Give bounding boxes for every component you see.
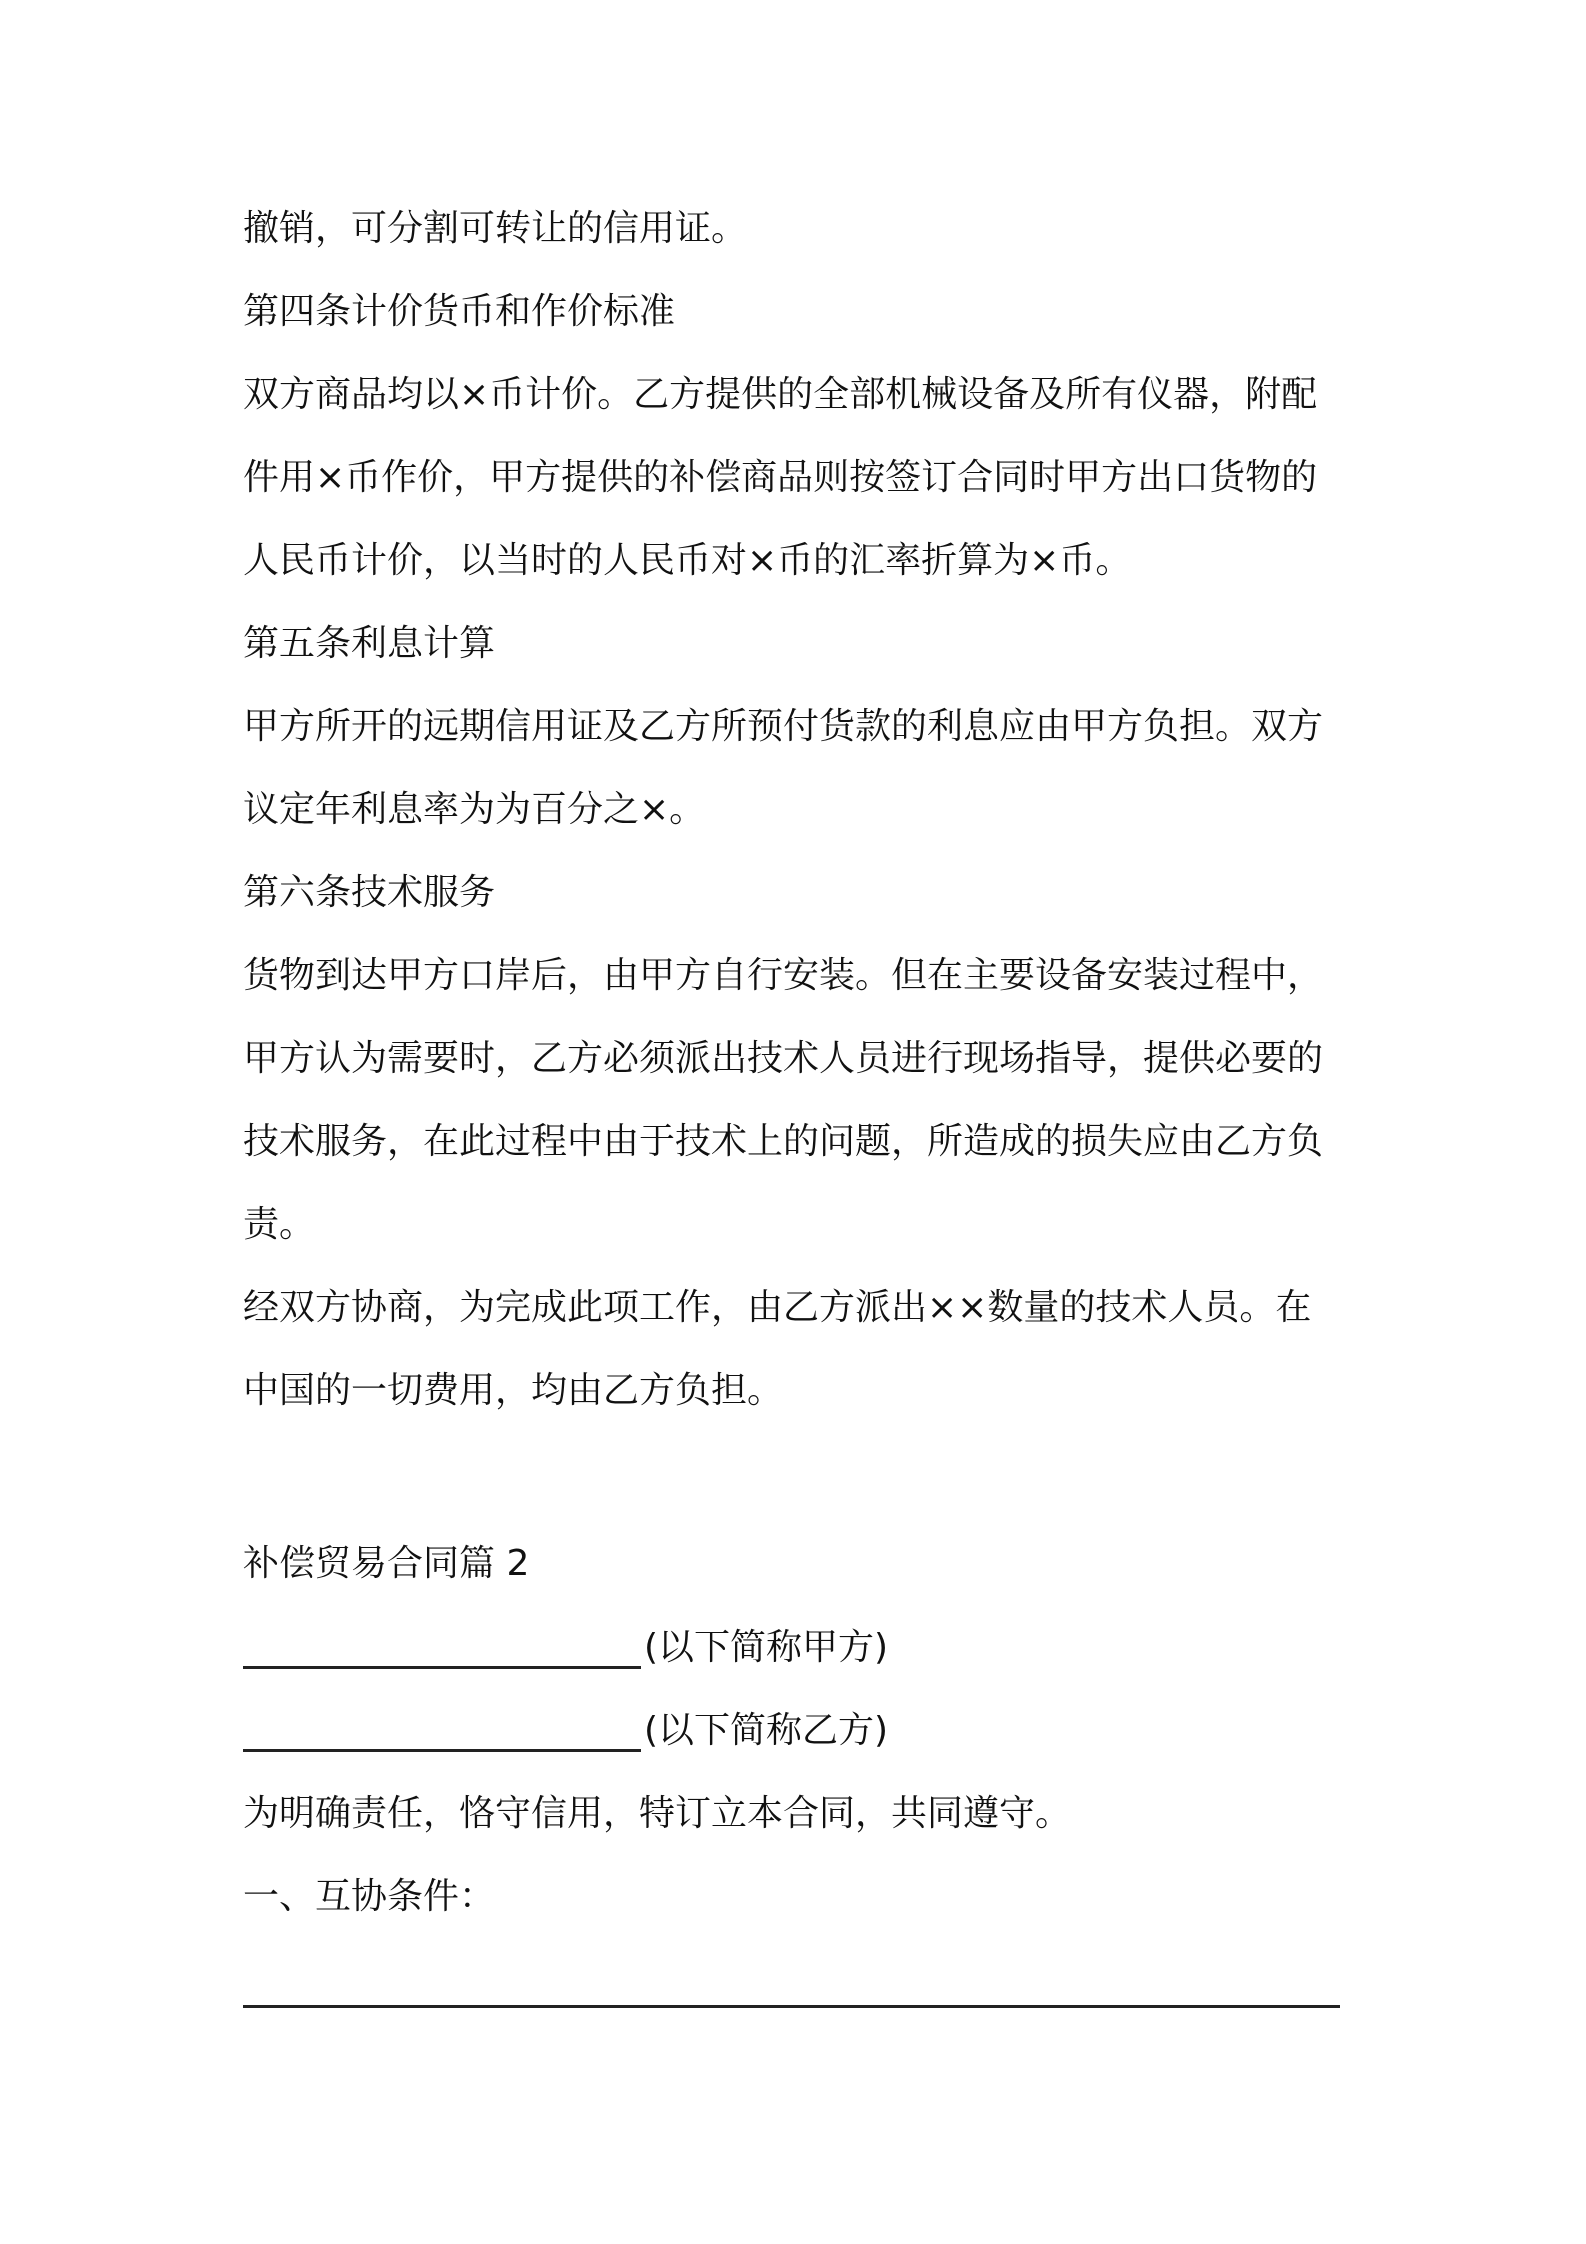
text-line: 甲方所开的远期信用证及乙方所预付货款的利息应由甲方负担。双方 <box>243 706 1324 747</box>
text-line: 中国的一切费用，均由乙方负担。 <box>243 1370 784 1411</box>
party-a-label: (以下简称甲方) <box>644 1627 889 1668</box>
text-line: 货物到达甲方口岸后，由甲方自行安装。但在主要设备安装过程中， <box>243 955 1324 996</box>
party-b-label: (以下简称乙方) <box>644 1710 889 1751</box>
text-line: 议定年利息率为为百分之×。 <box>243 789 706 830</box>
party-b-blank <box>243 1749 641 1752</box>
text-line: 责。 <box>243 1204 316 1245</box>
text-line: 甲方认为需要时，乙方必须派出技术人员进行现场指导，提供必要的 <box>243 1038 1324 1079</box>
article-heading: 第六条技术服务 <box>243 872 496 913</box>
text-line: 技术服务，在此过程中由于技术上的问题，所造成的损失应由乙方负 <box>243 1121 1324 1162</box>
article-heading: 第四条计价货币和作价标准 <box>243 291 676 332</box>
intro-text: 为明确责任，恪守信用，特订立本合同，共同遵守。 <box>243 1793 1072 1834</box>
text-line: 经双方协商，为完成此项工作，由乙方派出××数量的技术人员。在 <box>243 1287 1312 1328</box>
clause-heading: 一、互协条件： <box>243 1876 496 1917</box>
text-line: 双方商品均以×币计价。乙方提供的全部机械设备及所有仪器，附配 <box>243 374 1318 415</box>
text-line: 人民币计价，以当时的人民币对×币的汇率折算为×币。 <box>243 540 1132 581</box>
text-line: 撤销，可分割可转让的信用证。 <box>243 208 748 249</box>
section-title: 补偿贸易合同篇 2 <box>243 1543 530 1584</box>
text-line: 件用×币作价，甲方提供的补偿商品则按签订合同时甲方出口货物的 <box>243 457 1318 498</box>
article-heading: 第五条利息计算 <box>243 623 496 664</box>
party-a-blank <box>243 1666 641 1669</box>
clause-blank-line <box>243 2005 1340 2008</box>
